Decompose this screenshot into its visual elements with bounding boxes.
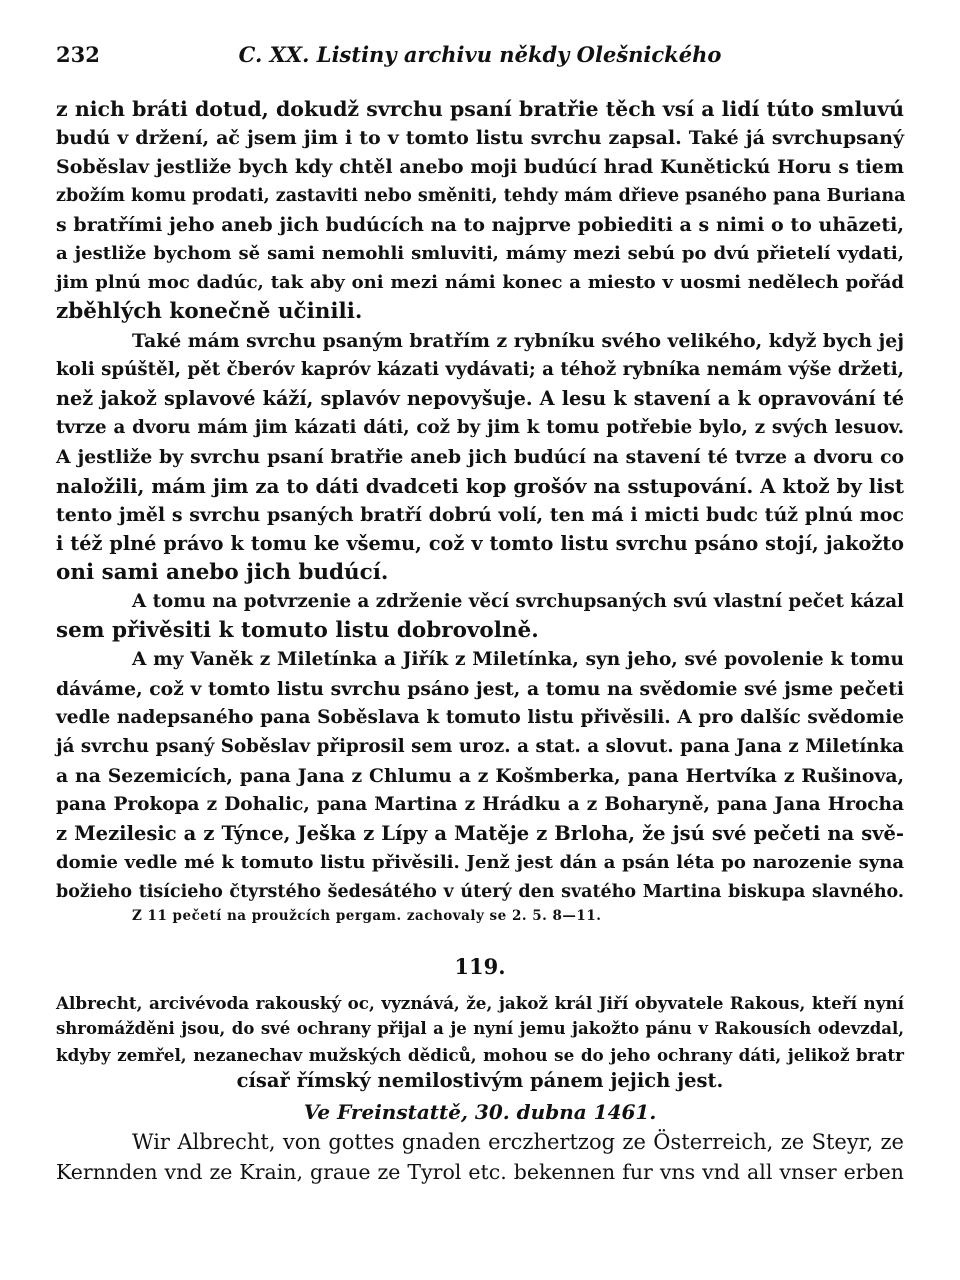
body-line: koli spúštěl, pět čberóv kapróv kázati vydávati; a téhož rybníka nemám výše držeti, <box>56 359 904 380</box>
body-line: A jestliže by svrchu psaní bratřie aneb jich budúcí na stavení té tvrze a dvoru co <box>56 446 904 468</box>
body-line: A tomu na potvrzenie a zdrženie věcí svrchupsaných svú vlastní pečet kázal <box>132 591 904 612</box>
regest-line: Albrecht, arcivévoda rakouský oc, vyznává, že, jakož král Jiří obyvatele Rakous, kteří nyní <box>56 993 904 1013</box>
body-line: naložili, mám jim za to dáti dvadceti kop grošóv na sstupování. A ktož by list <box>56 474 904 498</box>
german-line: Kernnden vnd ze Krain, graue ze Tyrol etc. bekennen fur vns vnd all vnser erben <box>56 1160 904 1184</box>
body-line: tento jměl s svrchu psaných bratří dobrú volí, ten má i micti budc túž plnú moc <box>56 504 904 526</box>
regest-line: císař římský nemilostivým pánem jejich jest. <box>236 1069 724 1092</box>
document-number: 119. <box>454 954 506 979</box>
body-line: a na Sezemicích, pana Jana z Chlumu a z Košmberka, pana Hertvíka z Rušinova, <box>56 765 904 787</box>
body-line: já svrchu psaný Soběslav připrosil sem uroz. a stat. a slovut. pana Jana z Miletínka <box>56 736 904 757</box>
body-line: zbožím komu prodati, zastaviti nebo směniti, tehdy mám dřieve psaného pana Buriana <box>56 186 906 206</box>
body-line: i též plné právo k tomu ke všemu, což v tomto listu svrchu psáno stojí, jakožto <box>56 532 904 555</box>
date-line: Ve Freinstattě, 30. dubna 1461. <box>303 1100 657 1124</box>
page-header <box>56 40 904 80</box>
body-line: z Mezilesic a z Týnce, Ješka z Lípy a Matěje z Brloha, že jsú své pečeti na svě- <box>56 822 904 845</box>
body-line: domie vedle mé k tomuto listu přivěsili. Jenž jest dán a psán léta po narozenie syna <box>56 852 904 873</box>
running-title: C. XX. Listiny archivu někdy Olešnického <box>238 42 722 67</box>
body-line: A my Vaněk z Miletínka a Jiřík z Miletínka, syn jeho, své povolenie k tomu <box>132 649 904 670</box>
body-line: s bratřími jeho aneb jich budúcích na to najprve pobiediti a s nimi o to uhāzeti, <box>56 214 904 236</box>
body-line: dáváme, což v tomto listu svrchu psáno jest, a tomu na svědomie své jsme pečeti <box>56 678 904 700</box>
body-line: než jakož splavové káží, splavóv nepovyšuje. A lesu k stavení a k opravování té <box>56 387 904 410</box>
body-line: a jestliže bychom sě sami nemohli smluviti, mámy mezi sebú po dvú přietelí vydati, <box>56 243 904 264</box>
body-line: oni sami anebo jich budúcí. <box>56 560 389 585</box>
body-line: z nich bráti dotud, dokudž svrchu psaní bratřie těch vsí a lidí túto smluvú <box>56 97 904 121</box>
page-number: 232 <box>56 42 100 67</box>
body-line: budú v držení, ač jsem jim i to v tomto listu svrchu zapsal. Také já svrchupsaný <box>56 127 904 149</box>
body-line: pana Prokopa z Dohalic, pana Martina z Hrádku a z Boharyně, pana Jana Hrocha <box>56 794 904 815</box>
body-line: vedle nadepsaného pana Soběslava k tomuto listu přivěsili. A pro dalšíc svědomie <box>56 707 904 728</box>
seal-note: Z 11 pečetí na proužcích pergam. zachovaly se 2. 5. 8—11. <box>132 908 602 924</box>
regest-line: kdyby zemřel, nezanechav mužských dědiců, mohou se do jeho ochrany dáti, jelikož bratr <box>56 1045 904 1065</box>
body-line: zběhlých konečně učinili. <box>56 299 363 324</box>
body-line: jim plnú moc dadúc, tak aby oni mezi námi konec a miesto v uosmi nedělech pořád <box>56 272 904 293</box>
body-line: božieho tisícieho čtyrstého šedesátého v úterý den svatého Martina biskupa slavného. <box>56 882 904 902</box>
body-line: Také mám svrchu psaným bratřím z rybníku svého velikého, když bych jej <box>132 330 904 352</box>
body-line: sem přivěsiti k tomuto listu dobrovolně. <box>56 618 539 643</box>
german-line: Wir Albrecht, von gottes gnaden erczhertzog ze Österreich, ze Steyr, ze <box>132 1130 904 1154</box>
body-line: Soběslav jestliže bych kdy chtěl anebo moji budúcí hrad Kunětickú Horu s tiem <box>56 156 904 178</box>
body-line: tvrze a dvoru mám jim kázati dáti, což by jim k tomu potřebie bylo, z svých lesuov. <box>56 417 904 438</box>
regest-line: shromážděni jsou, do své ochrany přijal a je nyní jemu jakožto pánu v Rakousích odevzdal, <box>56 1019 904 1038</box>
